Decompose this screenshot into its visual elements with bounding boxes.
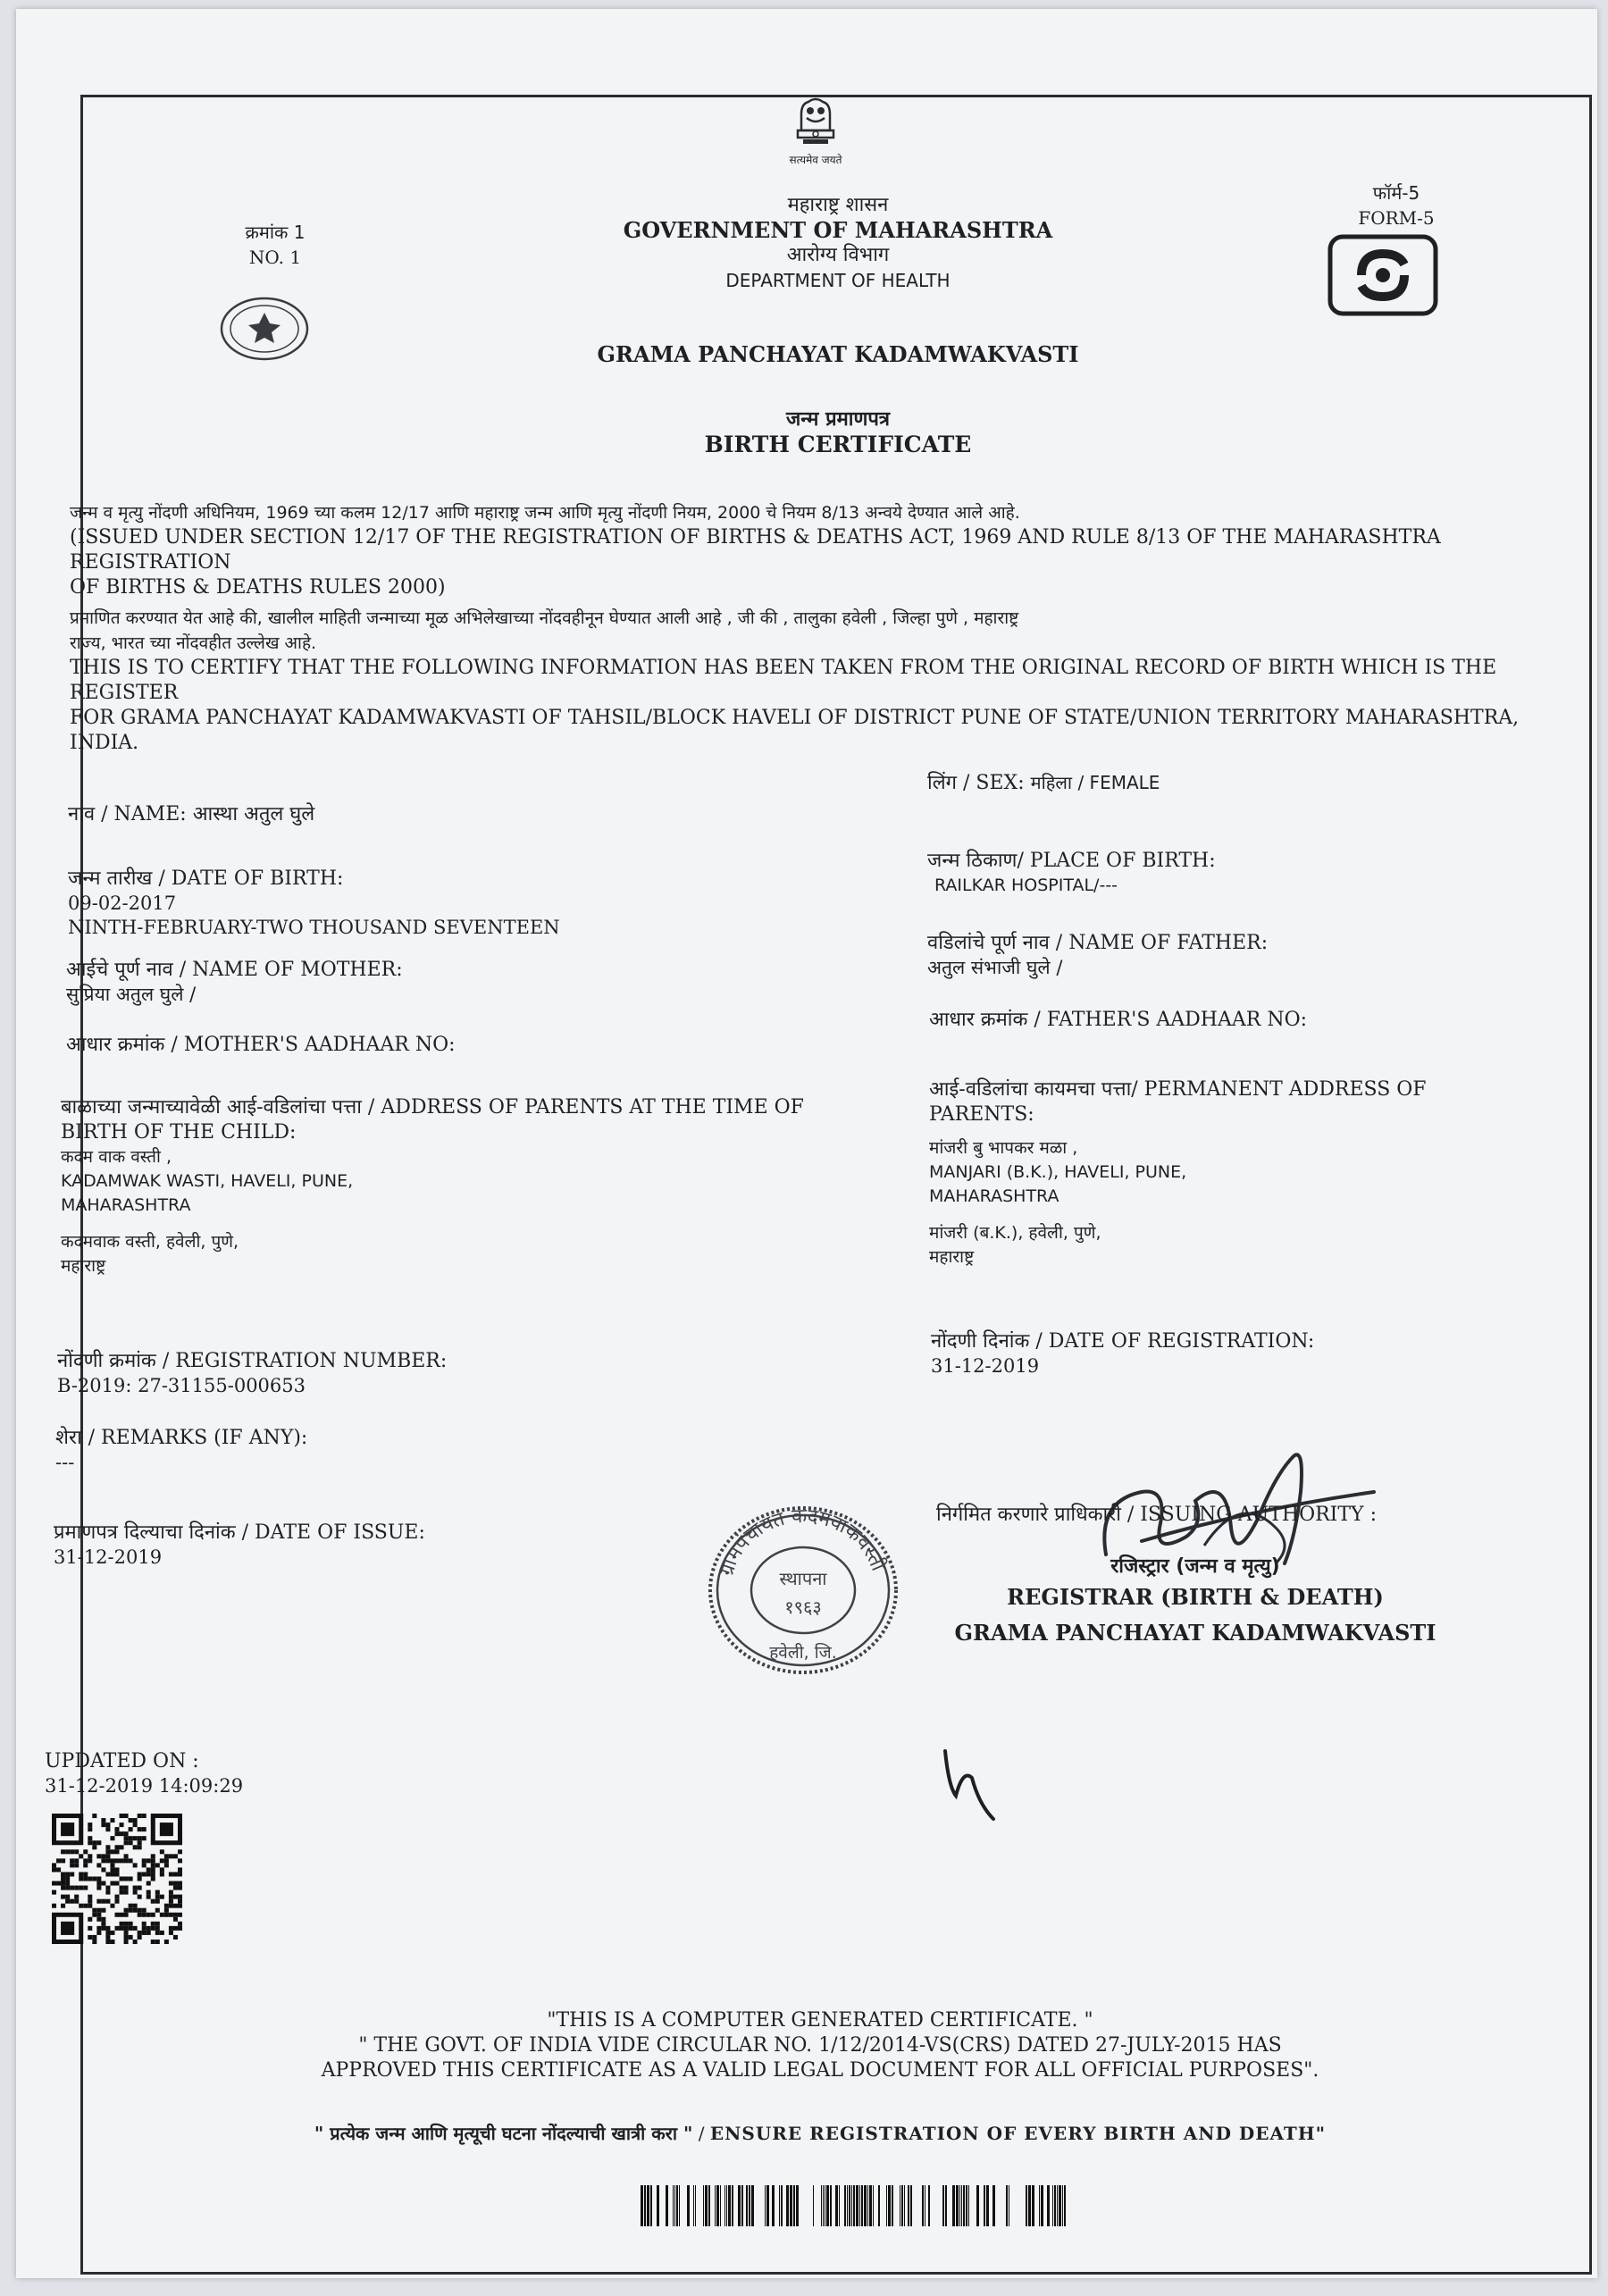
registrar-en: REGISTRAR (BIRTH & DEATH): [1007, 1584, 1384, 1610]
slogan-separator: /: [698, 2123, 705, 2144]
emblem-motto: सत्यमेव जयते: [789, 154, 842, 166]
panchayat-heading: GRAMA PANCHAYAT KADAMWAKVASTI: [597, 341, 1079, 367]
dob-label: जन्म तारीख / DATE OF BIRTH:: [68, 867, 344, 890]
addr-birth-1: कदम वाक वस्ती ,: [61, 1147, 172, 1167]
government-seal: [218, 293, 311, 368]
serial-mr: क्रमांक 1: [245, 222, 306, 243]
certify-en-1: THIS IS TO CERTIFY THAT THE FOLLOWING INFORMATION HAS BEEN TAKEN FROM THE ORIGINAL RECORD OF BIRTH WHICH IS THE REGISTER: [70, 657, 1497, 704]
gov-en: GOVERNMENT OF MAHARASHTRA: [623, 217, 1053, 243]
initial-mark: [936, 1742, 1008, 1826]
panchayat-stamp: [704, 1503, 902, 1681]
mother-value: सुप्रिया अतुल घुले /: [66, 984, 197, 1005]
father-aadhaar-label: आधार क्रमांक / FATHER'S AADHAAR NO:: [929, 1009, 1308, 1031]
serial-en: NO. 1: [248, 247, 302, 268]
stamp-bottom: हवेली, जि.: [769, 1643, 837, 1663]
updated-value: 31-12-2019 14:09:29: [45, 1775, 244, 1797]
reg-no-value: B-2019: 27-31155-000653: [57, 1375, 306, 1396]
crs-logo: [1327, 234, 1438, 316]
sex-field: [927, 770, 1160, 796]
addr-birth-label-1: बाळाच्या जन्माच्यावेळी आई-वडिलांचा पत्ता / ADDRESS OF PARENTS AT THE TIME OF: [61, 1096, 804, 1119]
updated-on: [45, 1749, 402, 1798]
stamp-inner-2: १९६३: [784, 1596, 822, 1618]
reg-date-label: नोंदणी दिनांक / DATE OF REGISTRATION:: [931, 1330, 1315, 1353]
reg-date-field: [931, 1329, 1574, 1378]
certificate-title: [498, 407, 1177, 457]
pob-value: RAILKAR HOSPITAL/---: [934, 876, 1118, 895]
mother-field: [66, 958, 870, 1007]
mother-label: आईचे पूर्ण नाव / NAME OF MOTHER:: [66, 959, 403, 981]
father-value: अतुल संभाजी घुले /: [927, 957, 1063, 978]
title-mr: जन्म प्रमाणपत्र: [785, 408, 891, 431]
act-paragraph: [70, 500, 1588, 600]
addr-perm-5: महाराष्ट्र: [929, 1247, 975, 1267]
birth-address-field: [61, 1095, 936, 1278]
form-mr: फॉर्म-5: [1372, 182, 1420, 204]
title-en: BIRTH CERTIFICATE: [704, 432, 972, 457]
addr-perm-label-1: आई-वडिलांचा कायमचा पत्ता/ PERMANENT ADDRESS OF: [929, 1078, 1427, 1101]
certify-paragraph: [70, 606, 1588, 756]
certify-mr-2: राज्य, भारत च्या नोंदवहीत उल्लेख आहे.: [70, 633, 317, 653]
registrar-block: [945, 1554, 1445, 1646]
certify-en-2: FOR GRAMA PANCHAYAT KADAMWAKVASTI OF TAHSIL/BLOCK HAVELI OF DISTRICT PUNE OF STATE/UNION TERRITORY MAHARASHTRA, INDIA.: [70, 707, 1520, 754]
addr-perm-3: MAHARASHTRA: [929, 1186, 1059, 1206]
dob-value: 09-02-2017: [68, 892, 177, 914]
updated-label: UPDATED ON :: [45, 1750, 199, 1772]
sex-value: महिला / FEMALE: [1030, 772, 1160, 793]
remarks-label: शेरा / REMARKS (IF ANY):: [55, 1427, 308, 1449]
slogan-mr: " प्रत्येक जन्म आणि मृत्यूची घटना नोंदल्याची खात्री करा ": [314, 2123, 693, 2144]
pob-field: [927, 849, 1553, 898]
form-en: FORM-5: [1358, 207, 1435, 229]
form-number: [1338, 180, 1454, 230]
issue-label: प्रमाणपत्र दिल्याचा दिनांक / DATE OF ISSUE:: [54, 1521, 425, 1544]
barcode: [632, 2185, 1079, 2230]
addr-birth-5: महाराष्ट्र: [61, 1256, 106, 1276]
national-emblem: [775, 95, 856, 167]
remarks-field: [55, 1426, 859, 1475]
addr-birth-label-2: BIRTH OF THE CHILD:: [61, 1121, 297, 1144]
addr-birth-4: कदमवाक वस्ती, हवेली, पुणे,: [61, 1232, 239, 1252]
permanent-address-field: [929, 1077, 1572, 1270]
act-en-1: (ISSUED UNDER SECTION 12/17 OF THE REGISTRATION OF BIRTHS & DEATHS ACT, 1969 AND RULE 8/13 OF THE MAHARASHTRA REGISTRATION: [70, 526, 1441, 574]
gov-mr: महाराष्ट्र शासन: [787, 194, 889, 216]
qr-code: [52, 1814, 182, 1948]
certify-mr-1: प्रमाणित करण्यात येत आहे की, खालील माहिती जन्माच्या मूळ अभिलेखाच्या नोंदवहीनून घेण्यात आली आहे , जी की , तालुका हवेली , जिल्हा पुणे , महाराष्ट्र: [70, 608, 1019, 628]
government-heading: [498, 193, 1177, 293]
slogan-en: ENSURE REGISTRATION OF EVERY BIRTH AND DEATH": [709, 2123, 1327, 2144]
reg-number-field: [57, 1349, 861, 1398]
certificate-sheet: [16, 9, 1597, 2278]
footer-notice: [195, 2008, 1445, 2083]
initial-scribble-icon: [936, 1742, 1008, 1823]
father-label: वडिलांचे पूर्ण नाव / NAME OF FATHER:: [927, 932, 1269, 954]
stamp-ring-text: ग्रामपंचायत कदमवाकवस्ती: [716, 1504, 890, 1580]
stamp-inner-1: स्थापना: [779, 1568, 827, 1589]
addr-perm-4: मांजरी (ब.K.), हवेली, पुणे,: [929, 1223, 1101, 1243]
name-field: [68, 802, 314, 827]
reg-date-value: 31-12-2019: [931, 1355, 1040, 1377]
addr-perm-1: मांजरी बु भापकर मळा ,: [929, 1138, 1078, 1158]
dept-mr: आरोग्य विभाग: [786, 244, 890, 266]
footer-line-3: APPROVED THIS CERTIFICATE AS A VALID LEGAL DOCUMENT FOR ALL OFFICIAL PURPOSES".: [321, 2059, 1319, 2082]
issuing-authority-label: निर्गमित करणारे प्राधिकारी / ISSUING AUTHORITY :: [936, 1504, 1377, 1526]
qr-code-icon: [52, 1814, 182, 1944]
remarks-value: ---: [55, 1452, 75, 1473]
dob-words: NINTH-FEBRUARY-TWO THOUSAND SEVENTEEN: [68, 917, 560, 938]
barcode-icon: [632, 2185, 1079, 2226]
footer-line-1: "THIS IS A COMPUTER GENERATED CERTIFICATE. ": [547, 2009, 1093, 2032]
registrar-mr: रजिस्ट्रार (जन्म व मृत्यु): [1110, 1555, 1280, 1578]
crs-logo-icon: [1327, 234, 1438, 316]
addr-birth-2: KADAMWAK WASTI, HAVELI, PUNE,: [61, 1171, 354, 1191]
act-en-2: OF BIRTHS & DEATHS RULES 2000): [70, 576, 446, 599]
name-value: आस्था अतुल घुले: [192, 803, 315, 825]
addr-perm-2: MANJARI (B.K.), HAVELI, PUNE,: [929, 1162, 1187, 1182]
father-field: [927, 931, 1553, 980]
addr-birth-3: MAHARASHTRA: [61, 1195, 191, 1215]
act-mr: जन्म व मृत्यु नोंदणी अधिनियम, 1969 च्या कलम 12/17 आणि महाराष्ट्र जन्म आणि मृत्यु नोंदणी नियम, 2000 चे नियम 8/13 अन्वये देण्यात आले आहे.: [70, 503, 1020, 523]
serial-number: [222, 220, 329, 270]
sex-label: लिंग / SEX:: [927, 772, 1025, 794]
reg-no-label: नोंदणी क्रमांक / REGISTRATION NUMBER:: [57, 1350, 448, 1372]
pob-label: जन्म ठिकाण/ PLACE OF BIRTH:: [927, 850, 1216, 872]
footer-line-2: " THE GOVT. OF INDIA VIDE CIRCULAR NO. 1/12/2014-VS(CRS) DATED 27-JULY-2015 HAS: [358, 2034, 1282, 2057]
mother-aadhaar-label: आधार क्रमांक / MOTHER'S AADHAAR NO:: [66, 1034, 456, 1056]
stamp-icon: [704, 1503, 902, 1678]
lion-capital-icon: [789, 95, 842, 150]
dob-field: [68, 867, 872, 940]
name-label: नाव / NAME:: [68, 803, 187, 825]
footer-slogan: [150, 2121, 1490, 2145]
addr-perm-label-2: PARENTS:: [929, 1103, 1034, 1126]
seal-icon: [218, 293, 311, 365]
registrar-panchayat: GRAMA PANCHAYAT KADAMWAKVASTI: [954, 1620, 1436, 1646]
issue-value: 31-12-2019: [54, 1546, 163, 1568]
dept-en: DEPARTMENT OF HEALTH: [725, 270, 951, 291]
